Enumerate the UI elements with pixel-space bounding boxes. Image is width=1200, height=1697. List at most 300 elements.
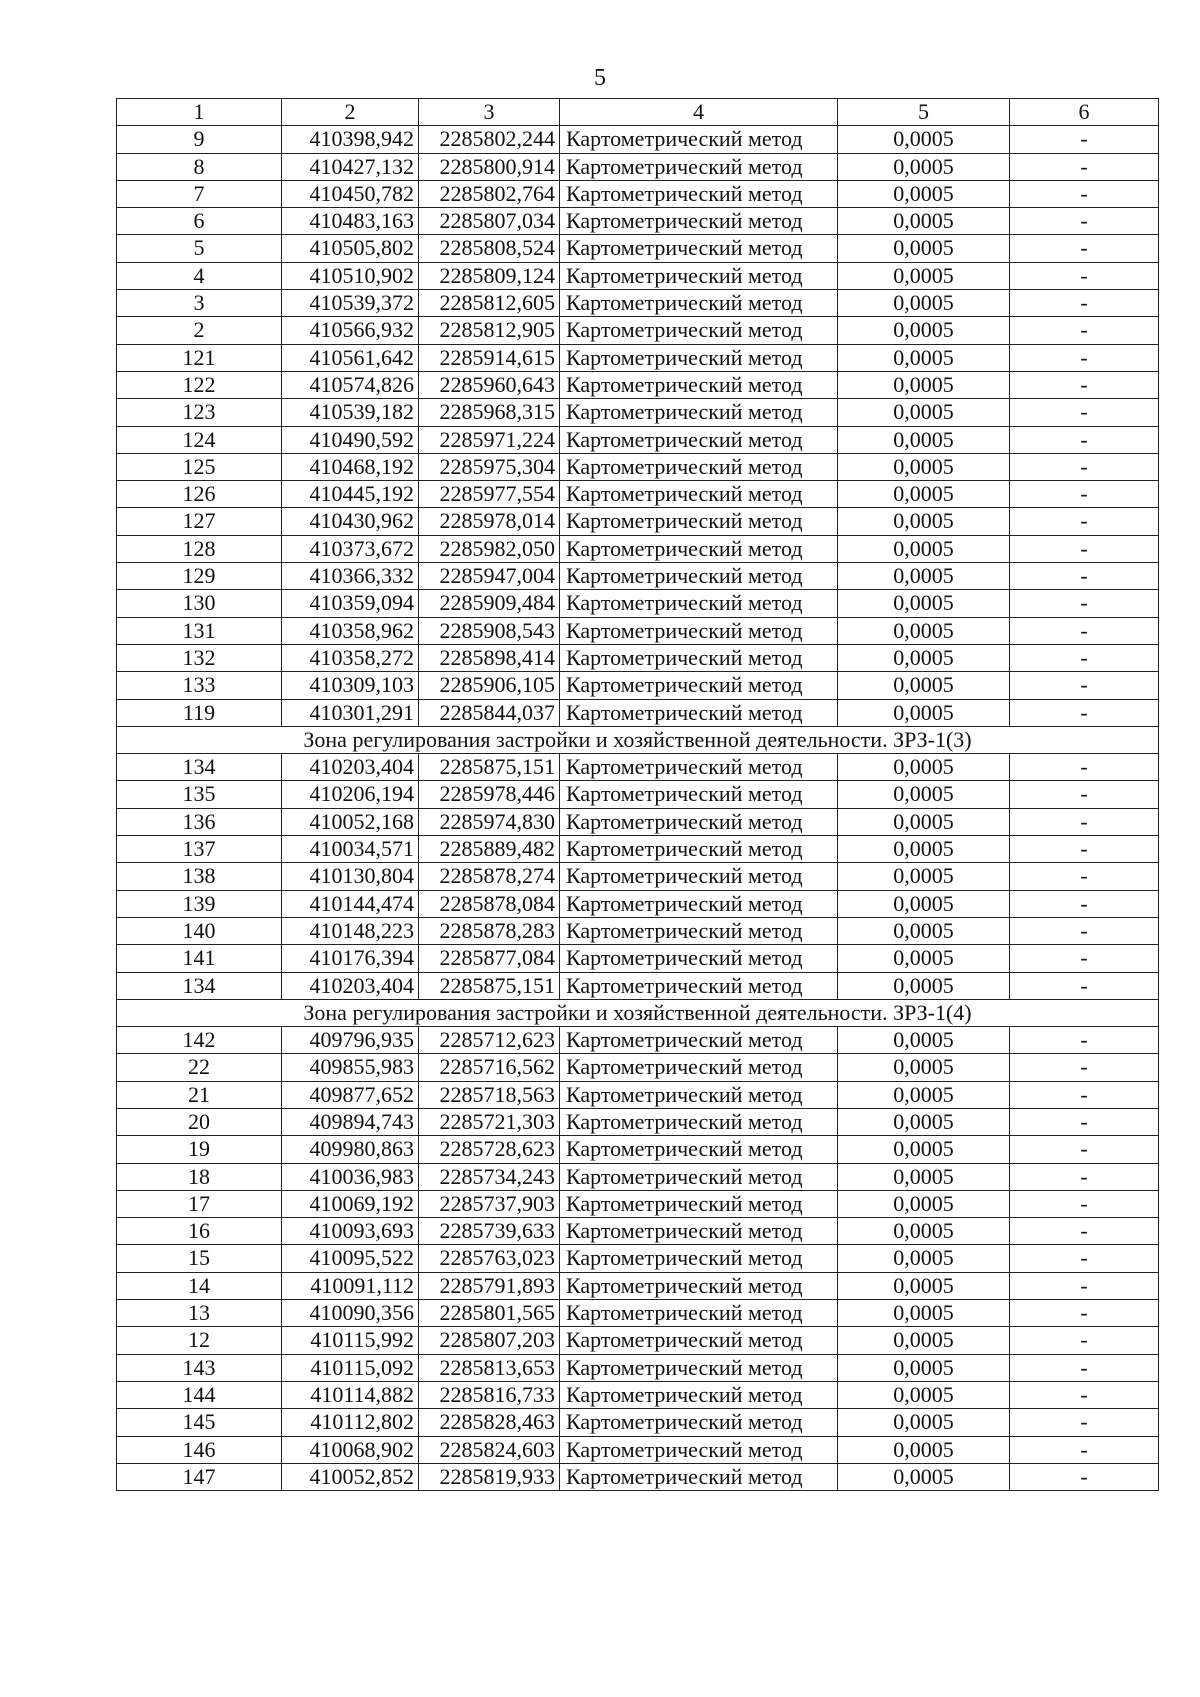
- table-row: [117, 863, 1159, 890]
- accuracy-cell: 0,0005: [838, 1354, 1010, 1381]
- method-cell: Картометрический метод: [560, 754, 838, 781]
- method-cell: Картометрический метод: [560, 344, 838, 371]
- table-row: [117, 972, 1159, 999]
- y-coordinate-cell: 2285971,224: [419, 426, 560, 453]
- note-cell: -: [1010, 1081, 1159, 1108]
- accuracy-cell: 0,0005: [838, 836, 1010, 863]
- method-cell: Картометрический метод: [560, 972, 838, 999]
- point-number-cell: 9: [117, 126, 282, 153]
- table-row: [117, 917, 1159, 944]
- point-number-cell: 135: [117, 781, 282, 808]
- accuracy-cell: 0,0005: [838, 617, 1010, 644]
- table-row: [117, 617, 1159, 644]
- note-cell: -: [1010, 508, 1159, 535]
- note-cell: -: [1010, 1218, 1159, 1245]
- note-cell: -: [1010, 290, 1159, 317]
- note-cell: -: [1010, 890, 1159, 917]
- x-coordinate-cell: 410468,192: [282, 453, 419, 480]
- point-number-cell: 2: [117, 317, 282, 344]
- zone-heading: Зона регулирования застройки и хозяйственной деятельности. ЗРЗ-1(4): [117, 999, 1159, 1026]
- method-cell: Картометрический метод: [560, 1108, 838, 1135]
- x-coordinate-cell: 409894,743: [282, 1108, 419, 1135]
- table-row: [117, 1272, 1159, 1299]
- point-number-cell: 133: [117, 672, 282, 699]
- point-number-cell: 131: [117, 617, 282, 644]
- y-coordinate-cell: 2285877,084: [419, 945, 560, 972]
- point-number-cell: 5: [117, 235, 282, 262]
- x-coordinate-cell: 410309,103: [282, 672, 419, 699]
- note-cell: -: [1010, 371, 1159, 398]
- accuracy-cell: 0,0005: [838, 208, 1010, 235]
- point-number-cell: 123: [117, 399, 282, 426]
- accuracy-cell: 0,0005: [838, 235, 1010, 262]
- accuracy-cell: 0,0005: [838, 945, 1010, 972]
- method-cell: Картометрический метод: [560, 153, 838, 180]
- accuracy-cell: 0,0005: [838, 1190, 1010, 1217]
- zone-heading-row: [117, 999, 1159, 1026]
- table-row: [117, 153, 1159, 180]
- table-row: [117, 781, 1159, 808]
- x-coordinate-cell: 410450,782: [282, 180, 419, 207]
- y-coordinate-cell: 2285878,084: [419, 890, 560, 917]
- method-cell: Картометрический метод: [560, 1218, 838, 1245]
- point-number-cell: 3: [117, 290, 282, 317]
- method-cell: Картометрический метод: [560, 863, 838, 890]
- point-number-cell: 134: [117, 754, 282, 781]
- x-coordinate-cell: 410068,902: [282, 1436, 419, 1463]
- y-coordinate-cell: 2285978,446: [419, 781, 560, 808]
- table-row: [117, 1245, 1159, 1272]
- accuracy-cell: 0,0005: [838, 1272, 1010, 1299]
- y-coordinate-cell: 2285975,304: [419, 453, 560, 480]
- note-cell: -: [1010, 917, 1159, 944]
- point-number-cell: 124: [117, 426, 282, 453]
- y-coordinate-cell: 2285898,414: [419, 644, 560, 671]
- point-number-cell: 134: [117, 972, 282, 999]
- x-coordinate-cell: 410445,192: [282, 481, 419, 508]
- x-coordinate-cell: 410566,932: [282, 317, 419, 344]
- y-coordinate-cell: 2285982,050: [419, 535, 560, 562]
- zone-heading-row: [117, 726, 1159, 753]
- note-cell: -: [1010, 563, 1159, 590]
- method-cell: Картометрический метод: [560, 617, 838, 644]
- x-coordinate-cell: 410539,372: [282, 290, 419, 317]
- table-row: [117, 371, 1159, 398]
- method-cell: Картометрический метод: [560, 426, 838, 453]
- point-number-cell: 136: [117, 808, 282, 835]
- point-number-cell: 125: [117, 453, 282, 480]
- x-coordinate-cell: 410301,291: [282, 699, 419, 726]
- point-number-cell: 142: [117, 1027, 282, 1054]
- y-coordinate-cell: 2285875,151: [419, 754, 560, 781]
- x-coordinate-cell: 410114,882: [282, 1381, 419, 1408]
- note-cell: -: [1010, 262, 1159, 289]
- table-row: [117, 1354, 1159, 1381]
- note-cell: -: [1010, 344, 1159, 371]
- x-coordinate-cell: 410052,852: [282, 1463, 419, 1490]
- note-cell: -: [1010, 208, 1159, 235]
- accuracy-cell: 0,0005: [838, 808, 1010, 835]
- point-number-cell: 122: [117, 371, 282, 398]
- method-cell: Картометрический метод: [560, 836, 838, 863]
- y-coordinate-cell: 2285844,037: [419, 699, 560, 726]
- table-row: [117, 453, 1159, 480]
- point-number-cell: 20: [117, 1108, 282, 1135]
- accuracy-cell: 0,0005: [838, 644, 1010, 671]
- y-coordinate-cell: 2285813,653: [419, 1354, 560, 1381]
- note-cell: -: [1010, 644, 1159, 671]
- table-body: [117, 126, 1159, 1491]
- y-coordinate-cell: 2285737,903: [419, 1190, 560, 1217]
- note-cell: -: [1010, 1190, 1159, 1217]
- table-row: [117, 1381, 1159, 1408]
- x-coordinate-cell: 410561,642: [282, 344, 419, 371]
- y-coordinate-cell: 2285791,893: [419, 1272, 560, 1299]
- accuracy-cell: 0,0005: [838, 1245, 1010, 1272]
- y-coordinate-cell: 2285828,463: [419, 1409, 560, 1436]
- note-cell: -: [1010, 426, 1159, 453]
- method-cell: Картометрический метод: [560, 1327, 838, 1354]
- method-cell: Картометрический метод: [560, 126, 838, 153]
- method-cell: Картометрический метод: [560, 453, 838, 480]
- note-cell: -: [1010, 1300, 1159, 1327]
- accuracy-cell: 0,0005: [838, 1108, 1010, 1135]
- x-coordinate-cell: 410144,474: [282, 890, 419, 917]
- table-row: [117, 208, 1159, 235]
- table-row: [117, 1218, 1159, 1245]
- method-cell: Картометрический метод: [560, 672, 838, 699]
- note-cell: -: [1010, 672, 1159, 699]
- y-coordinate-cell: 2285914,615: [419, 344, 560, 371]
- x-coordinate-cell: 410203,404: [282, 972, 419, 999]
- point-number-cell: 8: [117, 153, 282, 180]
- x-coordinate-cell: 410148,223: [282, 917, 419, 944]
- x-coordinate-cell: 410069,192: [282, 1190, 419, 1217]
- note-cell: -: [1010, 972, 1159, 999]
- table-row: [117, 672, 1159, 699]
- accuracy-cell: 0,0005: [838, 426, 1010, 453]
- method-cell: Картометрический метод: [560, 1190, 838, 1217]
- x-coordinate-cell: 410358,272: [282, 644, 419, 671]
- note-cell: -: [1010, 1354, 1159, 1381]
- accuracy-cell: 0,0005: [838, 863, 1010, 890]
- point-number-cell: 19: [117, 1136, 282, 1163]
- point-number-cell: 146: [117, 1436, 282, 1463]
- method-cell: Картометрический метод: [560, 1081, 838, 1108]
- accuracy-cell: 0,0005: [838, 917, 1010, 944]
- point-number-cell: 137: [117, 836, 282, 863]
- method-cell: Картометрический метод: [560, 508, 838, 535]
- x-coordinate-cell: 410510,902: [282, 262, 419, 289]
- method-cell: Картометрический метод: [560, 699, 838, 726]
- accuracy-cell: 0,0005: [838, 481, 1010, 508]
- y-coordinate-cell: 2285734,243: [419, 1163, 560, 1190]
- y-coordinate-cell: 2285800,914: [419, 153, 560, 180]
- table-row: [117, 180, 1159, 207]
- accuracy-cell: 0,0005: [838, 262, 1010, 289]
- y-coordinate-cell: 2285801,565: [419, 1300, 560, 1327]
- y-coordinate-cell: 2285712,623: [419, 1027, 560, 1054]
- accuracy-cell: 0,0005: [838, 672, 1010, 699]
- accuracy-cell: 0,0005: [838, 1436, 1010, 1463]
- accuracy-cell: 0,0005: [838, 1163, 1010, 1190]
- point-number-cell: 18: [117, 1163, 282, 1190]
- method-cell: Картометрический метод: [560, 563, 838, 590]
- note-cell: -: [1010, 481, 1159, 508]
- y-coordinate-cell: 2285968,315: [419, 399, 560, 426]
- y-coordinate-cell: 2285763,023: [419, 1245, 560, 1272]
- note-cell: -: [1010, 699, 1159, 726]
- accuracy-cell: 0,0005: [838, 972, 1010, 999]
- table-row: [117, 317, 1159, 344]
- table-row: [117, 945, 1159, 972]
- note-cell: -: [1010, 317, 1159, 344]
- point-number-cell: 12: [117, 1327, 282, 1354]
- table-row: [117, 699, 1159, 726]
- y-coordinate-cell: 2285721,303: [419, 1108, 560, 1135]
- y-coordinate-cell: 2285974,830: [419, 808, 560, 835]
- method-cell: Картометрический метод: [560, 371, 838, 398]
- accuracy-cell: 0,0005: [838, 290, 1010, 317]
- note-cell: -: [1010, 1409, 1159, 1436]
- accuracy-cell: 0,0005: [838, 1081, 1010, 1108]
- method-cell: Картометрический метод: [560, 945, 838, 972]
- point-number-cell: 121: [117, 344, 282, 371]
- y-coordinate-cell: 2285909,484: [419, 590, 560, 617]
- note-cell: -: [1010, 1027, 1159, 1054]
- method-cell: Картометрический метод: [560, 1027, 838, 1054]
- accuracy-cell: 0,0005: [838, 126, 1010, 153]
- x-coordinate-cell: 410093,693: [282, 1218, 419, 1245]
- x-coordinate-cell: 410130,804: [282, 863, 419, 890]
- note-cell: -: [1010, 781, 1159, 808]
- accuracy-cell: 0,0005: [838, 344, 1010, 371]
- x-coordinate-cell: 409855,983: [282, 1054, 419, 1081]
- method-cell: Картометрический метод: [560, 890, 838, 917]
- table-row: [117, 1300, 1159, 1327]
- note-cell: -: [1010, 617, 1159, 644]
- note-cell: -: [1010, 945, 1159, 972]
- note-cell: -: [1010, 153, 1159, 180]
- y-coordinate-cell: 2285878,274: [419, 863, 560, 890]
- point-number-cell: 119: [117, 699, 282, 726]
- y-coordinate-cell: 2285807,034: [419, 208, 560, 235]
- y-coordinate-cell: 2285728,623: [419, 1136, 560, 1163]
- y-coordinate-cell: 2285908,543: [419, 617, 560, 644]
- method-cell: Картометрический метод: [560, 1163, 838, 1190]
- method-cell: Картометрический метод: [560, 1245, 838, 1272]
- note-cell: -: [1010, 1463, 1159, 1490]
- table-row: [117, 1054, 1159, 1081]
- y-coordinate-cell: 2285802,244: [419, 126, 560, 153]
- note-cell: -: [1010, 808, 1159, 835]
- table-row: [117, 344, 1159, 371]
- accuracy-cell: 0,0005: [838, 153, 1010, 180]
- point-number-cell: 13: [117, 1300, 282, 1327]
- note-cell: -: [1010, 180, 1159, 207]
- accuracy-cell: 0,0005: [838, 1027, 1010, 1054]
- accuracy-cell: 0,0005: [838, 1463, 1010, 1490]
- accuracy-cell: 0,0005: [838, 453, 1010, 480]
- method-cell: Картометрический метод: [560, 1136, 838, 1163]
- method-cell: Картометрический метод: [560, 1381, 838, 1408]
- x-coordinate-cell: 410574,826: [282, 371, 419, 398]
- x-coordinate-cell: 409796,935: [282, 1027, 419, 1054]
- y-coordinate-cell: 2285718,563: [419, 1081, 560, 1108]
- x-coordinate-cell: 410034,571: [282, 836, 419, 863]
- x-coordinate-cell: 410483,163: [282, 208, 419, 235]
- x-coordinate-cell: 409980,863: [282, 1136, 419, 1163]
- method-cell: Картометрический метод: [560, 1409, 838, 1436]
- method-cell: Картометрический метод: [560, 1463, 838, 1490]
- accuracy-cell: 0,0005: [838, 1136, 1010, 1163]
- y-coordinate-cell: 2285978,014: [419, 508, 560, 535]
- point-number-cell: 132: [117, 644, 282, 671]
- accuracy-cell: 0,0005: [838, 590, 1010, 617]
- page-number: 5: [594, 65, 606, 91]
- note-cell: -: [1010, 1245, 1159, 1272]
- note-cell: -: [1010, 1136, 1159, 1163]
- note-cell: -: [1010, 126, 1159, 153]
- y-coordinate-cell: 2285816,733: [419, 1381, 560, 1408]
- coordinates-table: [116, 98, 1159, 1491]
- table-row: [117, 235, 1159, 262]
- header-col-1: 1: [117, 99, 282, 126]
- accuracy-cell: 0,0005: [838, 1054, 1010, 1081]
- accuracy-cell: 0,0005: [838, 890, 1010, 917]
- point-number-cell: 21: [117, 1081, 282, 1108]
- point-number-cell: 130: [117, 590, 282, 617]
- method-cell: Картометрический метод: [560, 1054, 838, 1081]
- accuracy-cell: 0,0005: [838, 180, 1010, 207]
- x-coordinate-cell: 410036,983: [282, 1163, 419, 1190]
- x-coordinate-cell: 410427,132: [282, 153, 419, 180]
- method-cell: Картометрический метод: [560, 399, 838, 426]
- table-row: [117, 563, 1159, 590]
- x-coordinate-cell: 410091,112: [282, 1272, 419, 1299]
- note-cell: -: [1010, 1436, 1159, 1463]
- method-cell: Картометрический метод: [560, 535, 838, 562]
- table-row: [117, 508, 1159, 535]
- header-col-6: 6: [1010, 99, 1159, 126]
- note-cell: -: [1010, 1054, 1159, 1081]
- point-number-cell: 128: [117, 535, 282, 562]
- table-row: [117, 399, 1159, 426]
- table-row: [117, 481, 1159, 508]
- table-row: [117, 1027, 1159, 1054]
- header-col-2: 2: [282, 99, 419, 126]
- point-number-cell: 144: [117, 1381, 282, 1408]
- x-coordinate-cell: 410539,182: [282, 399, 419, 426]
- note-cell: -: [1010, 1108, 1159, 1135]
- x-coordinate-cell: 410052,168: [282, 808, 419, 835]
- table-row: [117, 1327, 1159, 1354]
- point-number-cell: 147: [117, 1463, 282, 1490]
- table-header: [117, 99, 1159, 126]
- table-row: [117, 836, 1159, 863]
- y-coordinate-cell: 2285960,643: [419, 371, 560, 398]
- x-coordinate-cell: 410430,962: [282, 508, 419, 535]
- method-cell: Картометрический метод: [560, 808, 838, 835]
- header-col-3: 3: [419, 99, 560, 126]
- y-coordinate-cell: 2285947,004: [419, 563, 560, 590]
- method-cell: Картометрический метод: [560, 262, 838, 289]
- point-number-cell: 145: [117, 1409, 282, 1436]
- table-row: [117, 590, 1159, 617]
- x-coordinate-cell: 410115,092: [282, 1354, 419, 1381]
- method-cell: Картометрический метод: [560, 235, 838, 262]
- point-number-cell: 141: [117, 945, 282, 972]
- method-cell: Картометрический метод: [560, 917, 838, 944]
- note-cell: -: [1010, 1381, 1159, 1408]
- point-number-cell: 140: [117, 917, 282, 944]
- accuracy-cell: 0,0005: [838, 371, 1010, 398]
- accuracy-cell: 0,0005: [838, 1300, 1010, 1327]
- y-coordinate-cell: 2285906,105: [419, 672, 560, 699]
- table-row: [117, 290, 1159, 317]
- table-row: [117, 1163, 1159, 1190]
- x-coordinate-cell: 409877,652: [282, 1081, 419, 1108]
- accuracy-cell: 0,0005: [838, 508, 1010, 535]
- y-coordinate-cell: 2285716,562: [419, 1054, 560, 1081]
- method-cell: Картометрический метод: [560, 1300, 838, 1327]
- table-row: [117, 535, 1159, 562]
- accuracy-cell: 0,0005: [838, 563, 1010, 590]
- header-row: [117, 99, 1159, 126]
- y-coordinate-cell: 2285808,524: [419, 235, 560, 262]
- point-number-cell: 22: [117, 1054, 282, 1081]
- point-number-cell: 7: [117, 180, 282, 207]
- y-coordinate-cell: 2285812,905: [419, 317, 560, 344]
- method-cell: Картометрический метод: [560, 781, 838, 808]
- table-row: [117, 808, 1159, 835]
- x-coordinate-cell: 410490,592: [282, 426, 419, 453]
- y-coordinate-cell: 2285739,633: [419, 1218, 560, 1245]
- point-number-cell: 138: [117, 863, 282, 890]
- accuracy-cell: 0,0005: [838, 781, 1010, 808]
- method-cell: Картометрический метод: [560, 1436, 838, 1463]
- method-cell: Картометрический метод: [560, 1272, 838, 1299]
- header-col-5: 5: [838, 99, 1010, 126]
- accuracy-cell: 0,0005: [838, 399, 1010, 426]
- y-coordinate-cell: 2285812,605: [419, 290, 560, 317]
- table-row: [117, 1409, 1159, 1436]
- accuracy-cell: 0,0005: [838, 535, 1010, 562]
- accuracy-cell: 0,0005: [838, 754, 1010, 781]
- header-col-4: 4: [560, 99, 838, 126]
- x-coordinate-cell: 410206,194: [282, 781, 419, 808]
- x-coordinate-cell: 410203,404: [282, 754, 419, 781]
- method-cell: Картометрический метод: [560, 180, 838, 207]
- point-number-cell: 143: [117, 1354, 282, 1381]
- x-coordinate-cell: 410115,992: [282, 1327, 419, 1354]
- table-row: [117, 262, 1159, 289]
- note-cell: -: [1010, 863, 1159, 890]
- y-coordinate-cell: 2285819,933: [419, 1463, 560, 1490]
- y-coordinate-cell: 2285878,283: [419, 917, 560, 944]
- point-number-cell: 4: [117, 262, 282, 289]
- note-cell: -: [1010, 1272, 1159, 1299]
- x-coordinate-cell: 410358,962: [282, 617, 419, 644]
- note-cell: -: [1010, 1327, 1159, 1354]
- point-number-cell: 15: [117, 1245, 282, 1272]
- method-cell: Картометрический метод: [560, 317, 838, 344]
- point-number-cell: 14: [117, 1272, 282, 1299]
- x-coordinate-cell: 410398,942: [282, 126, 419, 153]
- table-row: [117, 1108, 1159, 1135]
- table-row: [117, 644, 1159, 671]
- y-coordinate-cell: 2285807,203: [419, 1327, 560, 1354]
